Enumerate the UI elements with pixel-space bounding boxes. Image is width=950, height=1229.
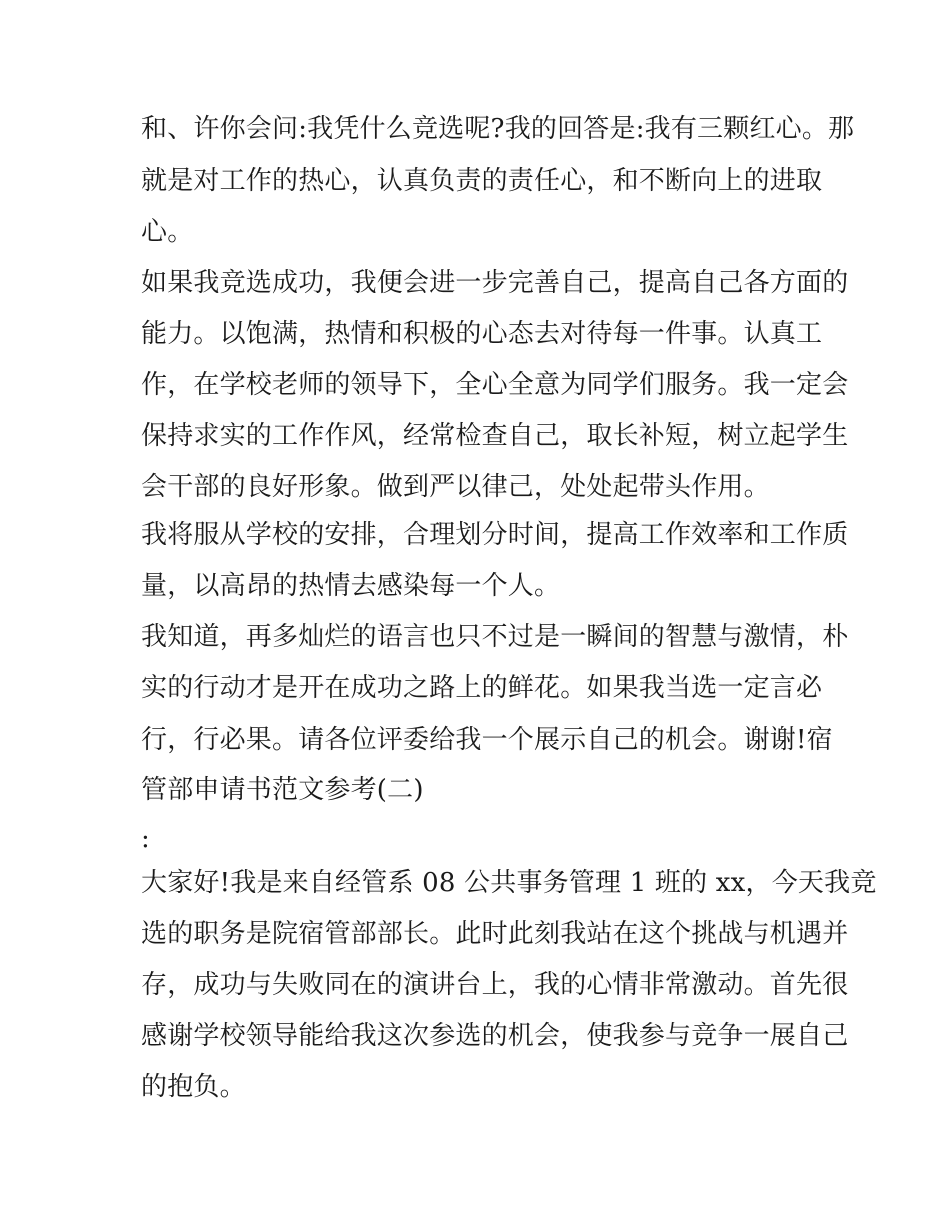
text-line: 能力。以饱满，热情和积极的心态去对待每一件事。认真工 (141, 319, 823, 349)
text-line: 和、许你会问:我凭什么竞选呢?我的回答是:我有三颗红心。那 (141, 114, 855, 144)
text-line: 心。 (141, 217, 194, 247)
text-line: 存，成功与失败同在的演讲台上，我的心情非常激动。首先很 (141, 970, 849, 1000)
text-line: 选的职务是院宿管部部长。此时此刻我站在这个挑战与机遇并 (141, 919, 849, 949)
text-line: 行，行必果。请各位评委给我一个展示自己的机会。谢谢!宿 (141, 725, 833, 755)
text-line: 会干部的良好形象。做到严以律己，处处起带头作用。 (141, 472, 770, 502)
text-line: 如果我竞选成功，我便会进一步完善自己，提高自己各方面的 (141, 268, 849, 298)
text-line: 我知道，再多灿烂的语言也只不过是一瞬间的智慧与激情，朴 (141, 622, 849, 652)
text-line: 感谢学校领导能给我这次参选的机会，使我参与竞争一展自己 (141, 1021, 849, 1051)
section-title: 管部申请书范文参考(二) (141, 775, 424, 805)
text-line: 我将服从学校的安排，合理划分时间，提高工作效率和工作质 (141, 520, 849, 550)
text-line: 的抱负。 (141, 1072, 246, 1102)
text-line: 保持求实的工作作风，经常检查自己，取长补短，树立起学生 (141, 421, 849, 451)
text-line: 大家好!我是来自经管系 08 公共事务管理 1 班的 xx，今天我竞 (141, 868, 877, 898)
text-line: : (141, 824, 150, 854)
text-line: 量，以高昂的热情去感染每一个人。 (141, 571, 561, 601)
text-line: 实的行动才是开在成功之路上的鲜花。如果我当选一定言必 (141, 673, 823, 703)
text-line: 就是对工作的热心，认真负责的责任心，和不断向上的进取 (141, 166, 823, 196)
text-line: 作，在学校老师的领导下，全心全意为同学们服务。我一定会 (141, 370, 849, 400)
